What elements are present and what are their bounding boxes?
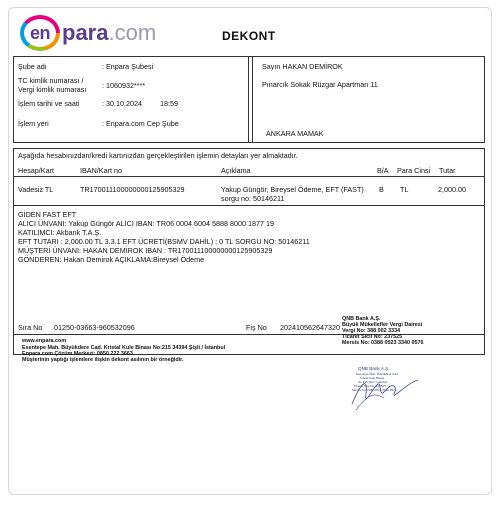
row-rule bbox=[13, 205, 485, 206]
branch-label: Şube adı bbox=[18, 62, 47, 71]
bank-tax-office: Büyük Mükellefler Vergi Dairesi bbox=[342, 322, 423, 328]
bank-trade-no: Ticaret Sicil No: 237525 bbox=[342, 334, 403, 340]
row-amount: 2,000.00 bbox=[438, 185, 466, 194]
place-label: İşlem yeri bbox=[18, 119, 49, 128]
row-iban: TR170011100000000125905329 bbox=[80, 185, 185, 194]
fis-value: 202410562647320 bbox=[280, 323, 340, 332]
row-desc-2: sorgu no: 50146211 bbox=[221, 194, 285, 203]
logo-wordmark: para.com bbox=[62, 20, 157, 45]
document-title: DEKONT bbox=[222, 29, 276, 43]
bank-mersis: Mersis No: 0388 0023 3340 0576 bbox=[342, 340, 424, 346]
stamp-line: Ticaret Sicil No: 237525 bbox=[354, 384, 386, 388]
detail-line: EFT TUTARI : 2,000.00 TL 3.3.1 EFT ÜCRETİ(BSMV DAHİL) : 0 TL SORGU NO: 50146211 bbox=[18, 237, 310, 246]
footer-support: Enpara.com Çözüm Merkezi: 0850 222 3663 bbox=[22, 351, 133, 357]
detail-line: GİDEN FAST EFT bbox=[18, 210, 77, 219]
logo-ring bbox=[20, 15, 60, 51]
logo-en: en bbox=[24, 19, 56, 47]
col-desc: Açıklama bbox=[221, 166, 251, 175]
stamp-line: No:215 Şişli / İstanbul bbox=[358, 380, 388, 384]
recipient-name: Sayın HAKAN DEMİROK bbox=[262, 62, 343, 71]
detail-line: KATILIMCI: Akbank T.A.Ş. bbox=[18, 228, 102, 237]
info-divider bbox=[252, 56, 253, 143]
detail-line: GÖNDEREN: Hakan Demirok AÇIKLAMA:Bireysel Ödeme bbox=[18, 255, 205, 264]
footer-note: Müşterinin yaptığı işlemlere ilişkin dekont asılının bir örneğidir. bbox=[22, 357, 184, 363]
header-rule bbox=[13, 176, 485, 177]
col-iban: IBAN/Kart no bbox=[80, 166, 122, 175]
branch-value: : Enpara Şubesi bbox=[102, 62, 154, 71]
time-value: 18:59 bbox=[160, 99, 178, 108]
recipient-city: ANKARA MAMAK bbox=[266, 129, 324, 138]
col-ba: B/A bbox=[377, 166, 389, 175]
bank-stamp bbox=[348, 364, 426, 412]
tc-value: : 1060932**** bbox=[102, 81, 146, 90]
date-label: İşlem tarihi ve saati bbox=[18, 99, 80, 108]
detail-line: MÜŞTERİ ÜNVANI: HAKAN DEMİROK IBAN : TR170011100000000125905329 bbox=[18, 246, 273, 255]
row-desc: Yakup Güngör, Bireysel Ödeme, EFT (FAST) bbox=[221, 185, 364, 194]
date-value: : 30.10.2024 bbox=[102, 99, 142, 108]
enpara-logo bbox=[20, 14, 156, 52]
tc-label-2: Vergi kimlik numarası bbox=[18, 85, 87, 94]
fis-label: Fiş No bbox=[246, 323, 267, 332]
col-account: Hesap/Kart bbox=[18, 166, 54, 175]
bank-tax-no: Vergi No: 388 002 3334 bbox=[342, 328, 401, 334]
sira-label: Sıra No bbox=[18, 323, 43, 332]
bank-name: QNB Bank A.Ş. bbox=[342, 316, 381, 322]
stamp-line: Mersis No: 0388 0023 3340 0576 bbox=[352, 388, 397, 392]
col-amount: Tutar bbox=[439, 166, 456, 175]
info-box bbox=[13, 56, 485, 143]
info-divider-right bbox=[248, 56, 249, 143]
tc-label: TC kimlik numarası / bbox=[18, 76, 84, 85]
row-account: Vadesiz TL bbox=[18, 185, 54, 194]
row-currency: TL bbox=[400, 185, 409, 194]
detail-line: ALICI ÜNVANI: Yakup Güngör ALICI IBAN: TR06 0004 6004 5888 8000 1877 19 bbox=[18, 219, 274, 228]
stamp-line: Esentepe Mah. Büyükdere Cad. bbox=[356, 372, 399, 376]
sira-value: 01250-03663-960532096 bbox=[54, 323, 135, 332]
footer-website: www.enpara.com bbox=[22, 338, 67, 344]
row-ba: B bbox=[379, 185, 384, 194]
col-currency: Para Cinsi bbox=[397, 166, 431, 175]
signature-stroke-2 bbox=[356, 395, 384, 410]
footer-address: Esentepe Mah. Büyükdere Cad. Kristal Kule Binası No:215 34394 Şişli / İstanbul bbox=[22, 345, 226, 351]
stamp-line: Kristal Kule Binası bbox=[360, 376, 385, 380]
intro-text: Aşağıda hesabınızdan/kredi kartınızdan gerçekleştirilen işlemin detayları yer almaktadır. bbox=[18, 151, 298, 160]
stamp-line: QNB Bank A.Ş. bbox=[358, 366, 390, 371]
recipient-address: Pınarcık Sokak Rüzgar Apartman 11 bbox=[262, 80, 378, 89]
footer-rule bbox=[13, 334, 485, 335]
place-value: : Enpara.com Cep Şube bbox=[102, 119, 179, 128]
